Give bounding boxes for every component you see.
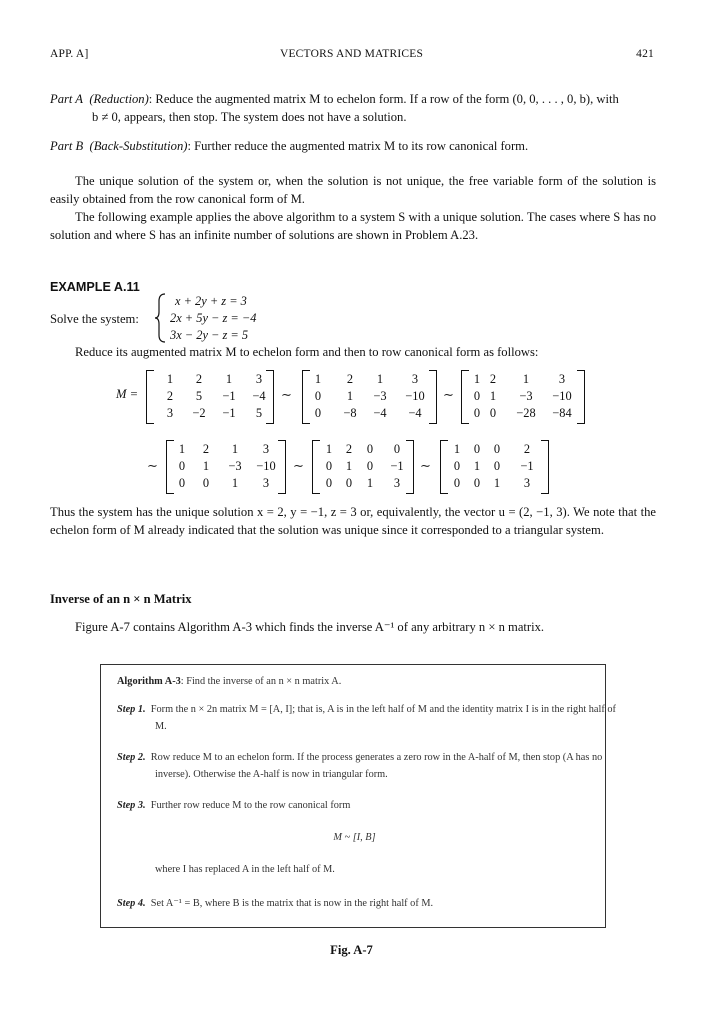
matrix-cell: −28 <box>516 406 536 420</box>
step-3-label: Step 3. <box>117 800 146 811</box>
matrix-cell: −10 <box>552 389 572 403</box>
step-3-formula: M ~ [I, B] <box>333 832 376 843</box>
matrix-cell: 2 <box>202 442 210 456</box>
part-b-label: Part B <box>50 139 84 153</box>
matrix-cell: 0 <box>202 476 210 490</box>
step-2-label: Step 2. <box>117 752 146 763</box>
matrix-cell: 1 <box>366 476 374 490</box>
matrix-step-3 <box>166 440 286 494</box>
matrix-cell: −2 <box>192 406 206 420</box>
equivalence-symbol: ∼ <box>443 387 454 402</box>
matrix-cell: 0 <box>473 389 481 403</box>
step-3-after: where I has replaced A in the left half of M. <box>155 864 335 875</box>
matrix-cell: 0 <box>393 442 401 456</box>
matrix-cell: −8 <box>343 406 357 420</box>
matrix-cell: −84 <box>552 406 572 420</box>
matrix-cell: 1 <box>231 476 239 490</box>
equation-1: x + 2y + z = 3 <box>175 294 247 308</box>
matrix-cell: −4 <box>408 406 422 420</box>
algorithm-step-2 <box>117 749 630 783</box>
algorithm-box <box>100 664 616 928</box>
matrix-cell: 0 <box>325 459 333 473</box>
matrix-cell: 1 <box>202 459 210 473</box>
equivalence-symbol: ∼ <box>420 458 431 473</box>
matrix-cell: 1 <box>489 389 497 403</box>
running-head-left: APP. A] <box>50 48 89 60</box>
matrix-cell: 1 <box>345 459 353 473</box>
matrix-cell: 3 <box>262 442 270 456</box>
matrix-cell: −10 <box>405 389 425 403</box>
part-a-line2: b ≠ 0, appears, then stop. The system does not have a solution. <box>92 110 407 124</box>
matrix-cell: 0 <box>493 459 501 473</box>
matrix-cell: −3 <box>228 459 242 473</box>
part-a-label: Part A <box>50 92 84 106</box>
part-a-line1: : Reduce the augmented matrix M to echelon form. If a row of the form (0, 0, . . . , 0, b), with <box>148 92 619 106</box>
algorithm-title <box>117 673 592 690</box>
matrix-label: M = <box>116 387 139 401</box>
matrix-cell: 1 <box>493 476 501 490</box>
equivalence-symbol: ∼ <box>147 458 158 473</box>
step-4-text: Set A⁻¹ = B, where B is the matrix that is now in the right half of M. <box>150 898 434 909</box>
algorithm-step-1 <box>117 701 630 735</box>
matrix-cell: 1 <box>522 372 530 386</box>
matrix-cell: −10 <box>256 459 276 473</box>
matrix-cell: 0 <box>178 476 186 490</box>
matrix-cell: 5 <box>195 389 203 403</box>
matrix-cell: 0 <box>366 459 374 473</box>
matrix-cell: 3 <box>262 476 270 490</box>
reduce-text: Reduce its augmented matrix M to echelon form and then to row canonical form as follows: <box>75 345 539 359</box>
matrix-cell: 1 <box>225 372 233 386</box>
algorithm-step-4 <box>117 895 630 912</box>
figure-caption: Fig. A-7 <box>330 943 373 957</box>
matrix-cell: 0 <box>325 476 333 490</box>
running-head-title: VECTORS AND MATRICES <box>279 48 424 60</box>
matrix-cell: 0 <box>473 442 481 456</box>
equivalence-symbol: ∼ <box>293 458 304 473</box>
matrix-cell: −4 <box>373 406 387 420</box>
matrix-cell: 0 <box>473 476 481 490</box>
matrix-cell: 1 <box>453 442 461 456</box>
part-a-title: (Reduction) <box>89 92 149 106</box>
matrix-cell: 1 <box>346 389 354 403</box>
matrix-cell: −4 <box>252 389 266 403</box>
matrix-cell: 3 <box>393 476 401 490</box>
matrix-cell: 0 <box>493 442 501 456</box>
matrix-cell: 2 <box>346 372 354 386</box>
matrix-cell: 2 <box>166 389 174 403</box>
matrix-cell: 1 <box>325 442 333 456</box>
matrix-cell: 0 <box>453 476 461 490</box>
matrix-cell: −1 <box>222 406 236 420</box>
matrix-cell: 3 <box>166 406 174 420</box>
step-3-text: Further row reduce M to the row canonical form <box>150 800 351 811</box>
matrix-cell: 0 <box>489 406 497 420</box>
matrix-cell: 0 <box>314 389 322 403</box>
inverse-intro: Figure A-7 contains Algorithm A-3 which finds the inverse A⁻¹ of any arbitrary n × n matrix. <box>75 620 545 634</box>
part-b-text: : Further reduce the augmented matrix M to its row canonical form. <box>187 139 529 153</box>
equation-2: 2x + 5y − z = −4 <box>170 311 257 325</box>
matrix-cell: 0 <box>314 406 322 420</box>
matrix-cell: 0 <box>366 442 374 456</box>
algorithm-step-3 <box>117 797 630 814</box>
part-b-title: (Back-Substitution) <box>89 139 188 153</box>
example-conclusion: Thus the system has the unique solution x = 2, y = −1, z = 3 or, equivalently, the vector u = (2, −1, 3). We note that the echelon form of M already indicated that the solution was unique since it corresponded to a triangular system. <box>50 505 656 537</box>
matrix-cell: −3 <box>373 389 387 403</box>
matrix-cell: −3 <box>519 389 533 403</box>
matrix-cell: 1 <box>231 442 239 456</box>
matrix-cell: 1 <box>314 372 322 386</box>
matrix-augmented <box>146 370 274 424</box>
solve-label: Solve the system: <box>50 312 139 326</box>
part-b-paragraph <box>50 137 656 155</box>
step-1-text: Form the n × 2n matrix M = [A, I]; that is, A is in the left half of M and the identity matrix I is in the right half of M. <box>150 704 616 732</box>
matrix-step-1 <box>302 370 437 424</box>
matrix-cell: 0 <box>453 459 461 473</box>
matrix-cell: −1 <box>222 389 236 403</box>
matrix-cell: 3 <box>523 476 531 490</box>
matrix-row-canonical <box>440 440 549 494</box>
matrix-cell: 1 <box>166 372 174 386</box>
matrix-cell: −1 <box>390 459 404 473</box>
matrix-cell: 3 <box>255 372 263 386</box>
step-1-label: Step 1. <box>117 704 146 715</box>
matrix-cell: 3 <box>411 372 419 386</box>
section-heading-inverse: Inverse of an n × n Matrix <box>50 592 192 606</box>
step-4-label: Step 4. <box>117 898 146 909</box>
matrix-cell: 3 <box>558 372 566 386</box>
matrix-cell: −1 <box>520 459 534 473</box>
matrix-cell: 1 <box>473 459 481 473</box>
matrix-cell: 1 <box>473 372 481 386</box>
part-a-paragraph <box>50 90 698 126</box>
equivalence-symbol: ∼ <box>281 387 292 402</box>
matrix-cell: 1 <box>376 372 384 386</box>
algorithm-title-label: Algorithm A-3 <box>117 676 181 687</box>
equation-3: 3x − 2y − z = 5 <box>170 328 249 342</box>
matrix-cell: 1 <box>178 442 186 456</box>
algorithm-title-text: : Find the inverse of an n × n matrix A. <box>180 676 342 687</box>
system-brace <box>154 292 168 344</box>
matrix-cell: 0 <box>473 406 481 420</box>
paragraph-example-intro: The following example applies the above algorithm to a system S with a unique solution. The cases where S has no solution and where S has an infinite number of solutions are shown in Problem A.23. <box>50 210 656 242</box>
matrix-cell: 0 <box>345 476 353 490</box>
matrix-cell: 2 <box>345 442 353 456</box>
matrix-step-4 <box>312 440 414 494</box>
page-number: 421 <box>636 48 654 60</box>
example-heading: EXAMPLE A.11 <box>50 280 140 294</box>
matrix-echelon <box>461 370 585 424</box>
matrix-cell: 2 <box>195 372 203 386</box>
matrix-cell: 5 <box>255 406 263 420</box>
matrix-cell: 2 <box>523 442 531 456</box>
matrix-cell: 2 <box>489 372 497 386</box>
matrix-cell: 0 <box>178 459 186 473</box>
paragraph-unique-solution: The unique solution of the system or, when the solution is not unique, the free variable form of the solution is easily obtained from the row canonical form of M. <box>50 174 656 206</box>
step-2-text: Row reduce M to an echelon form. If the process generates a zero row in the A-half of M, then stop (A has no inverse). Otherwise the A-half is now in triangular form. <box>150 752 603 780</box>
